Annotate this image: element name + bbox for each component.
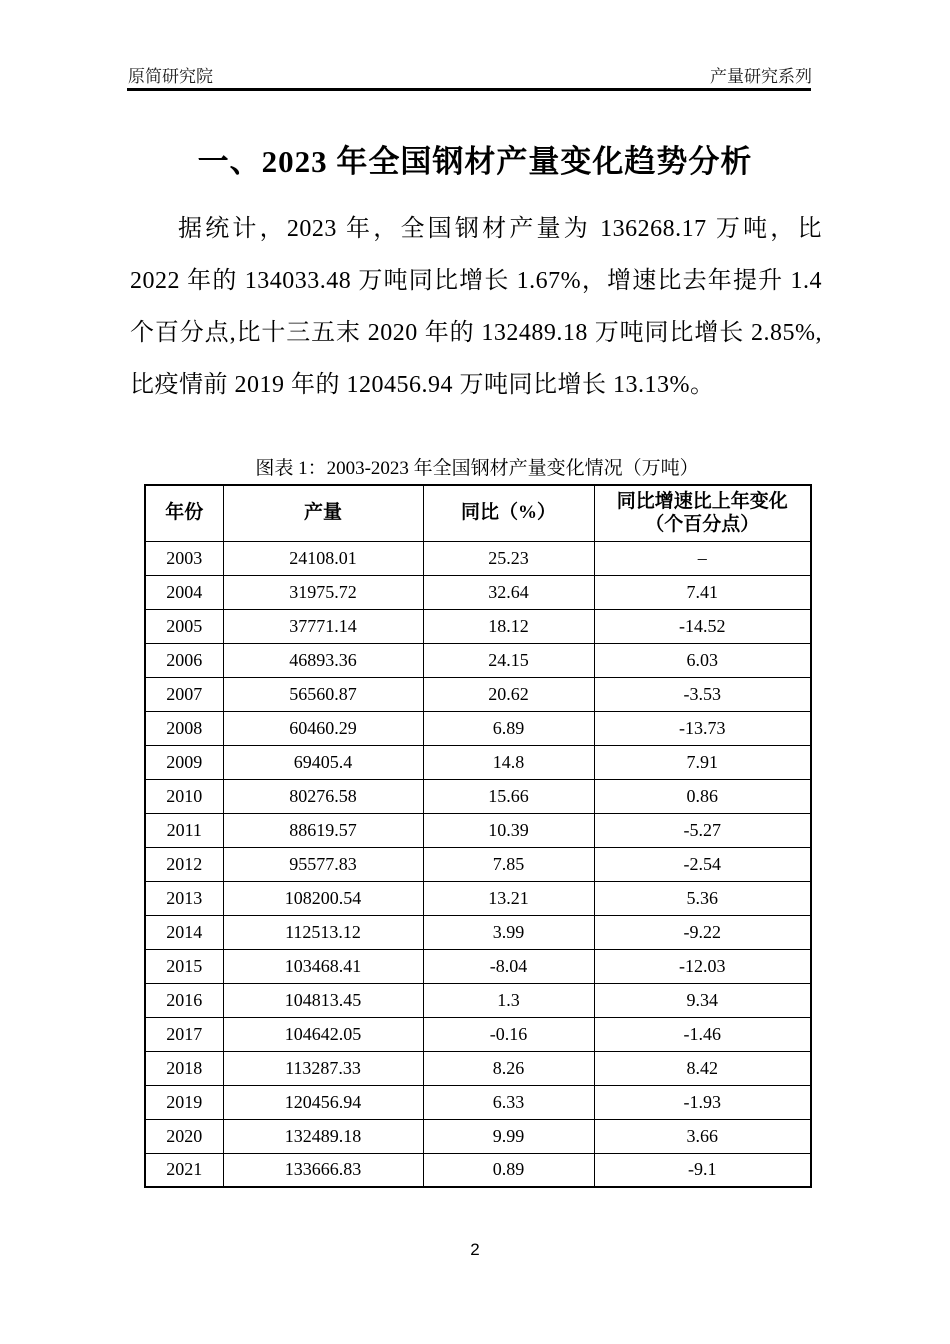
table-caption: 图表 1：2003-2023 年全国钢材产量变化情况（万吨） <box>255 458 699 479</box>
table-cell: -8.04 <box>423 949 594 983</box>
table-cell: 2014 <box>145 915 223 949</box>
table-row <box>145 541 811 575</box>
table-cell: 15.66 <box>423 779 594 813</box>
table-cell: 8.26 <box>423 1051 594 1085</box>
table-cell: 5.36 <box>594 881 811 915</box>
table-cell: 14.8 <box>423 745 594 779</box>
table-cell: 0.86 <box>594 779 811 813</box>
table-cell: 2021 <box>145 1153 223 1187</box>
column-header-yoy: 同比（%） <box>423 485 594 541</box>
table-cell: 69405.4 <box>223 745 423 779</box>
table-cell: 2005 <box>145 609 223 643</box>
table-cell: 6.89 <box>423 711 594 745</box>
table-row <box>145 1017 811 1051</box>
table-cell: 60460.29 <box>223 711 423 745</box>
table-cell: 132489.18 <box>223 1119 423 1153</box>
table-row <box>145 881 811 915</box>
table-cell: 37771.14 <box>223 609 423 643</box>
production-table <box>144 484 812 1188</box>
page-header <box>128 62 812 87</box>
table-cell: 32.64 <box>423 575 594 609</box>
table-cell: 20.62 <box>423 677 594 711</box>
table-cell: 2006 <box>145 643 223 677</box>
table-cell: -14.52 <box>594 609 811 643</box>
table-cell: 7.91 <box>594 745 811 779</box>
table-body <box>145 541 811 1187</box>
table-cell: 3.66 <box>594 1119 811 1153</box>
table-cell: -9.1 <box>594 1153 811 1187</box>
table-cell: 104642.05 <box>223 1017 423 1051</box>
table-cell: -1.93 <box>594 1085 811 1119</box>
table-cell: -3.53 <box>594 677 811 711</box>
table-cell: 2003 <box>145 541 223 575</box>
table-cell: 2016 <box>145 983 223 1017</box>
table-row <box>145 677 811 711</box>
table-cell: 95577.83 <box>223 847 423 881</box>
table-cell: 25.23 <box>423 541 594 575</box>
table-row <box>145 779 811 813</box>
table-cell: 10.39 <box>423 813 594 847</box>
table-cell: 120456.94 <box>223 1085 423 1119</box>
table-cell: 2009 <box>145 745 223 779</box>
section-title: 一、2023 年全国钢材产量变化趋势分析 <box>197 144 753 179</box>
table-cell: 113287.33 <box>223 1051 423 1085</box>
table-cell: -2.54 <box>594 847 811 881</box>
table-cell: 8.42 <box>594 1051 811 1085</box>
table-cell: 2011 <box>145 813 223 847</box>
table-row <box>145 643 811 677</box>
table-row <box>145 1119 811 1153</box>
table-cell: 6.03 <box>594 643 811 677</box>
column-header-change <box>594 485 811 541</box>
table-cell: 104813.45 <box>223 983 423 1017</box>
table-cell: 24.15 <box>423 643 594 677</box>
table-cell: 7.85 <box>423 847 594 881</box>
table-cell: 9.34 <box>594 983 811 1017</box>
table-cell: -5.27 <box>594 813 811 847</box>
table-cell: 2015 <box>145 949 223 983</box>
page-footer <box>0 1240 950 1260</box>
table-cell: -0.16 <box>423 1017 594 1051</box>
table-row <box>145 915 811 949</box>
table-cell: 2012 <box>145 847 223 881</box>
table-cell: 1.3 <box>423 983 594 1017</box>
table-row <box>145 609 811 643</box>
table-cell: 80276.58 <box>223 779 423 813</box>
table-cell: 2013 <box>145 881 223 915</box>
table-row <box>145 1051 811 1085</box>
column-header-output: 产量 <box>223 485 423 541</box>
table-cell: -9.22 <box>594 915 811 949</box>
table-cell: 0.89 <box>423 1153 594 1187</box>
table-row <box>145 1153 811 1187</box>
table-cell: 2007 <box>145 677 223 711</box>
table-header <box>145 485 811 541</box>
table-cell: 9.99 <box>423 1119 594 1153</box>
table-cell: – <box>594 541 811 575</box>
table-cell: 6.33 <box>423 1085 594 1119</box>
table-row <box>145 813 811 847</box>
table-cell: 31975.72 <box>223 575 423 609</box>
column-header-year: 年份 <box>145 485 223 541</box>
table-cell: 133666.83 <box>223 1153 423 1187</box>
table-row <box>145 949 811 983</box>
table-row <box>145 745 811 779</box>
table-cell: 2017 <box>145 1017 223 1051</box>
body-paragraph: 据统计，2023 年，全国钢材产量为 136268.17 万吨，比 2022 年的 134033.48 万吨同比增长 1.67%，增速比去年提升 1.4 个百分点,比十三五末 2020 年的 132489.18 万吨同比增长 2.85%,比疫情前 2019 年的 120456.94 万吨同比增长 13.13%。 <box>130 216 822 398</box>
table-row <box>145 711 811 745</box>
table-header-row <box>145 485 811 541</box>
table-cell: -13.73 <box>594 711 811 745</box>
table-cell: 2004 <box>145 575 223 609</box>
table-cell: 3.99 <box>423 915 594 949</box>
table-cell: 13.21 <box>423 881 594 915</box>
table-row <box>145 1085 811 1119</box>
table-row <box>145 983 811 1017</box>
table-cell: -1.46 <box>594 1017 811 1051</box>
table-cell: 2019 <box>145 1085 223 1119</box>
table-cell: 56560.87 <box>223 677 423 711</box>
page-number: 2 <box>470 1240 480 1259</box>
table-cell: 46893.36 <box>223 643 423 677</box>
table-cell: 18.12 <box>423 609 594 643</box>
header-right-text: 产量研究系列 <box>710 67 812 86</box>
table-cell: -12.03 <box>594 949 811 983</box>
table-cell: 2010 <box>145 779 223 813</box>
table-cell: 112513.12 <box>223 915 423 949</box>
header-rule <box>127 88 811 91</box>
table-row <box>145 575 811 609</box>
table-cell: 2018 <box>145 1051 223 1085</box>
table-cell: 88619.57 <box>223 813 423 847</box>
table-cell: 2008 <box>145 711 223 745</box>
table-row <box>145 847 811 881</box>
table-cell: 108200.54 <box>223 881 423 915</box>
table-cell: 24108.01 <box>223 541 423 575</box>
table-cell: 103468.41 <box>223 949 423 983</box>
table-cell: 7.41 <box>594 575 811 609</box>
table-cell: 2020 <box>145 1119 223 1153</box>
column-header-change-line1: 同比增速比上年变化 <box>616 490 788 512</box>
column-header-change-line2: （个百分点） <box>645 514 760 536</box>
header-left-text: 原简研究院 <box>128 67 213 86</box>
